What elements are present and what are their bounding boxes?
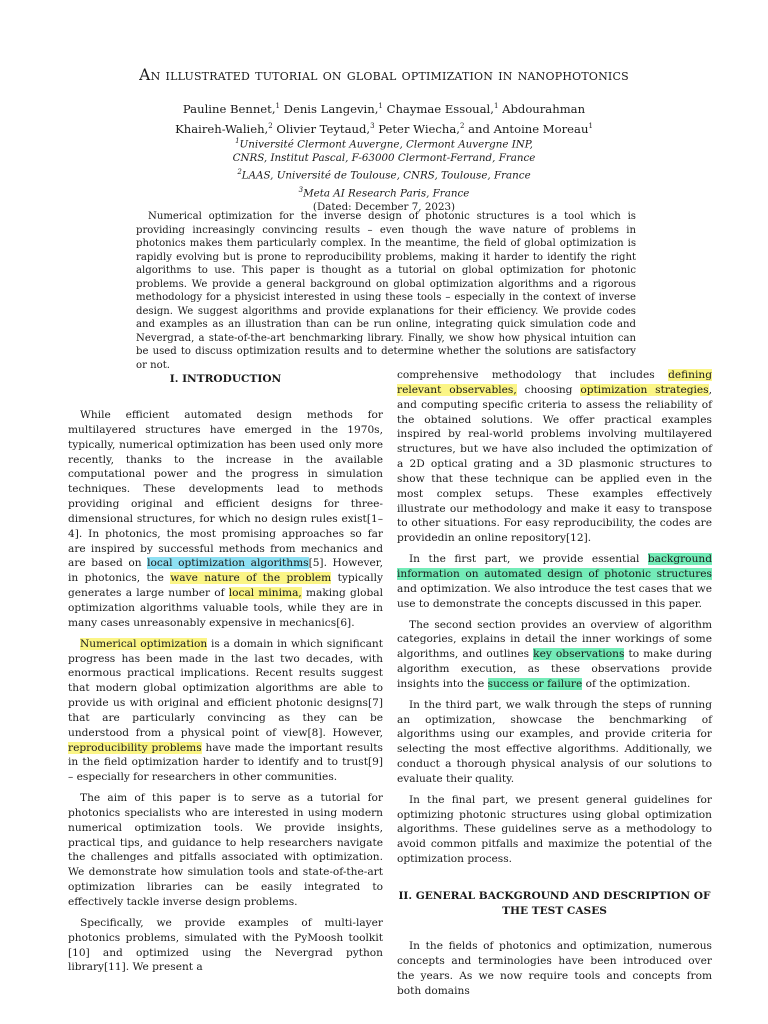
author-name: Khaireh-Walieh, [175,121,269,136]
author-affiliation-mark: 1 [588,121,593,130]
author-affiliation-mark: 2 [459,121,465,130]
text-run: In the first part, we provide essential [409,553,648,566]
text-run: . [587,532,592,545]
citation-link[interactable]: [9] [367,756,383,769]
section-heading-background: II. GENERAL BACKGROUND AND DESCRIPTION OF THE TEST CASES [398,890,711,917]
text-run: – especially for researchers in other communities. [68,771,338,784]
paragraph [397,368,712,546]
text-run: , and computing specific criteria to assess the reliability of the obtained solutions. We offer practical examples inspired by real-world problems involving multilayered structures, but we have also included the optimization of a 2D optical grating and a 3D plasmonic structures to show that these technique can be applied even in the most complex setups. These examples effectively illustrate our methodology and make it easy to transpose to other situations. For easy reproducibility, the codes are providedin an online repository [397,383,712,545]
date-line: (Dated: December 7, 2023) [312,201,456,214]
text-run: is a domain in which significant progress has been made in the last two decades, with enormous practical implications. Recent results suggest that modern global optimization algorithms are able to provide us with original and efficient photonic designs [68,637,383,710]
text-run: and optimized using the Nevergrad python library [68,946,383,974]
paragraph [68,637,383,785]
citation-link[interactable]: [8] [307,726,323,739]
text-run: and optimization. We also introduce the test cases that we use to demonstrate the concepts discussed in this paper. [397,582,712,610]
text-run: to make during algorithm execution, as these observations provide insights into the [397,648,712,690]
author-line-1 [140,98,628,118]
paragraph [68,408,383,631]
paragraph: In the third part, we walk through the steps of running an optimization, showcase the benchmarking of algorithms using our examples, and provide criteria for selecting the most effective algorithms. Additionally, we conduct a thorough physical analysis of our solutions to evaluate their quality. [397,698,712,785]
text-run: . We present a [125,961,203,974]
citation-link[interactable]: [11] [104,961,126,974]
affiliation-text: Meta AI Research Paris, France [303,187,470,200]
citation-link[interactable]: [7] [367,697,383,710]
highlight-yellow: Numerical optimization [80,637,208,650]
section-heading-introduction: I. INTRODUCTION [169,373,282,385]
affiliation-mark: 3 [298,185,304,194]
affiliation-text: LAAS, Université de Toulouse, CNRS, Toulouse, France [241,169,531,182]
author-name: Pauline Bennet, [182,101,276,116]
author-name: Olivier Teytaud, [272,121,371,136]
right-column [397,368,712,1004]
paragraph: In the fields of photonics and optimization, numerous concepts and terminologies have been introduced over the years. As we now require tools and concepts from both domains [397,940,712,997]
paragraph [68,916,383,975]
text-run: making global optimization algorithms valuable tools, while they are in many cases unreasonably expensive in mechanics [68,587,383,629]
text-run: typically generates a large number of [68,572,384,600]
highlight-green: background information on automated design of photonic structures [397,553,712,580]
affiliation-1-cont: CNRS, Institut Pascal, F-63000 Clermont-Ferrand, France [232,152,536,165]
highlight-yellow: reproducibility problems [68,741,202,754]
citation-link[interactable]: [1–4] [68,512,383,540]
paper-title: An illustrated tutorial on global optimization in nanophotonics [139,66,629,84]
text-run: . However, [322,726,384,739]
affiliation-mark: 2 [237,168,242,177]
text-run: of the optimization. [582,677,691,690]
text-run: choosing [516,383,581,396]
highlight-green: success or failure [487,677,583,690]
highlight-yellow: wave nature of the problem [170,572,332,585]
text-run: Specifically, we provide examples of multi-layer photonics problems, simulated with the PyMoosh toolkit [68,916,383,944]
left-column [68,368,383,981]
text-run: . In photonics, the most promising approaches so far are inspired by successful methods from mechanics and are based on [68,527,383,570]
affiliation-text: Université Clermont Auvergne, Clermont Auvergne INP, [239,138,533,151]
citation-link[interactable]: [5] [308,557,324,570]
paragraph: The aim of this paper is to serve as a tutorial for photonics specialists who are interested in using modern numerical optimization tools. We provide insights, practical tips, and guidance to help researchers navigate the challenges and pitfalls associated with optimization. We demonstrate how simulation tools and state-of-the-art optimization libraries can be easily integrated to effectively tackle inverse design problems. [68,792,383,908]
text-run: The second section provides an overview of algorithm categories, explains in detail the inner workings of some algorithms, and outlines [397,618,712,661]
author-name: Peter Wiecha, [374,121,460,136]
text-run: . [351,616,355,629]
text-run: comprehensive methodology that includes [397,369,669,381]
highlight-yellow: defining relevant observables, [397,369,712,396]
paragraph [397,618,712,692]
text-run: While efficient automated design methods for multilayered structures have emerged in the 1970s, typically, numerical optimization has been used only more recently, thanks to the increase in the available computational power and the progress in simulation techniques. These developments lead to methods providing original and efficient designs for three-dimensional structures, for which no design rules exist [68,409,383,525]
author-name: and Antoine Moreau [464,121,589,136]
affiliation-2 [140,165,628,182]
highlight-yellow: optimization strategies [580,383,709,396]
affiliations [140,134,628,214]
paragraph: In the final part, we present general guidelines for optimizing photonic structures using global optimization algorithms. These guidelines serve as a methodology to avoid common pitfalls and maximize the potential of the optimization process. [397,793,712,866]
affiliation-1 [140,134,628,151]
abstract: Numerical optimization for the inverse design of photonic structures is a tool which is providing increasingly convincing results – even though the wave nature of problems in photonics makes them particularly complex. In the meantime, the field of global optimization is rapidly evolving but is prone to reproducibility problems, making it harder to identify the right algorithms to use. This paper is thought as a tutorial on global optimization for photonic problems. We provide a general background on global optimization algorithms and a rigorous methodology for a physicist interested in using these tools – especially in the context of inverse design. We suggest algorithms and provide explanations for their efficiency. We provide codes and examples as an illustration than can be run online, integrating quick simulation code and Nevergrad, a state-of-the-art benchmarking library. Finally, we show how physical intuition can be used to discuss optimization results and to determine whether the solutions are satisfactory or not. [136,211,636,371]
author-affiliation-mark: 1 [275,102,280,110]
author-name: Chaymae Essoual, [382,101,494,116]
text-run: that are particularly convincing as they can be understood from a physical point of view [68,711,383,739]
author-affiliation-mark: 2 [268,121,273,130]
author-name: Abdourahman [498,101,586,116]
author-affiliation-mark: 3 [370,121,375,130]
text-run: have made the important results in the field optimization harder to identify and to trust [68,741,383,769]
citation-link[interactable]: [6] [336,616,352,629]
affiliation-mark: 1 [235,137,240,145]
citation-link[interactable]: [12] [565,532,588,545]
author-list [140,98,628,138]
author-name: Denis Langevin, [279,101,379,116]
citation-link[interactable]: [10] [68,946,90,959]
highlight-green: key observations [533,648,625,661]
paragraph [397,552,712,611]
affiliation-3 [140,183,628,200]
text-run: . However, in photonics, the [68,557,383,585]
highlight-blue: local optimization algorithms [147,557,309,570]
author-affiliation-mark: 1 [493,102,499,110]
highlight-yellow: local minima, [228,587,302,600]
author-affiliation-mark: 1 [378,102,383,110]
